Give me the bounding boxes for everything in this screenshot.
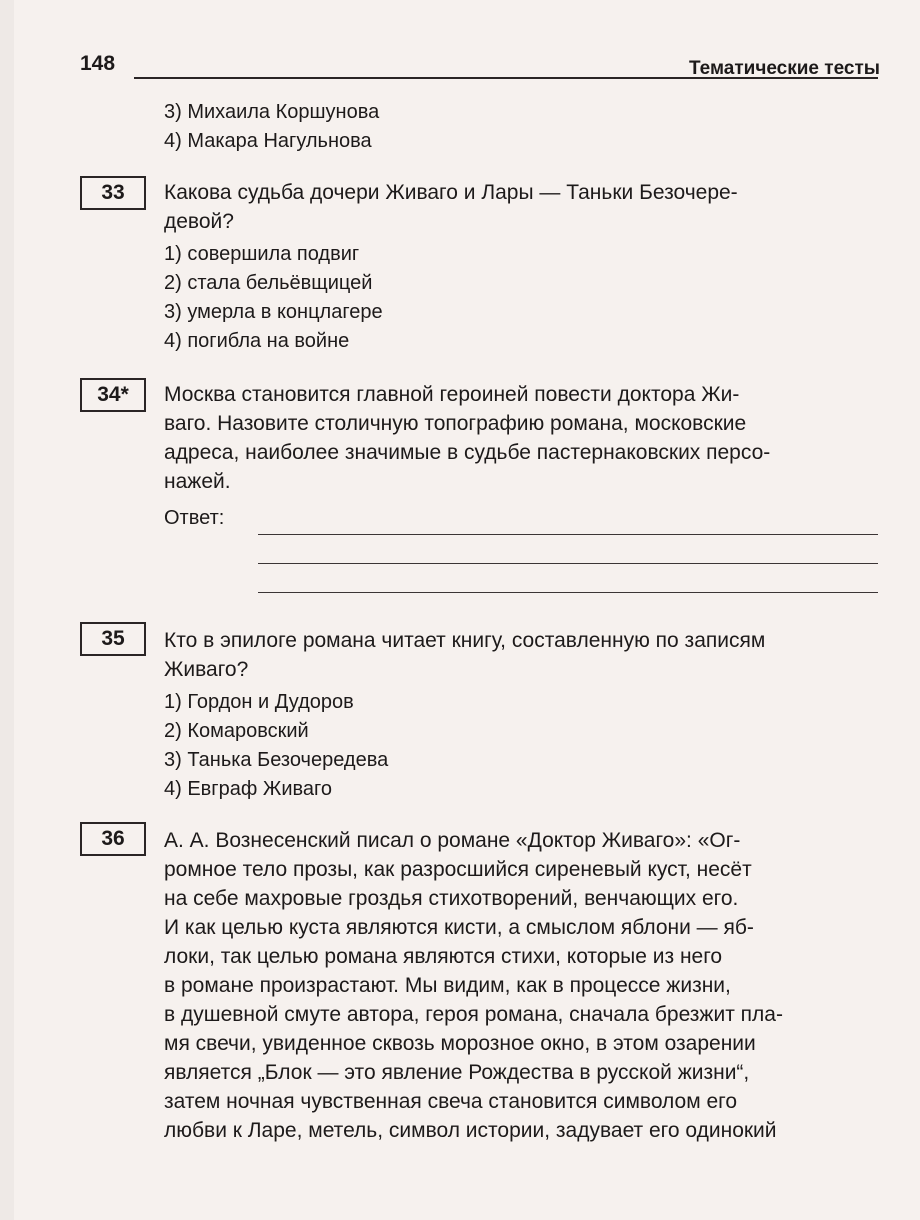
page-edge <box>0 0 14 1220</box>
text-line: Какова судьба дочери Живаго и Лары — Таньки Безочере- <box>164 181 738 204</box>
question-number-box: 36 <box>80 822 146 856</box>
question-34 <box>164 380 878 532</box>
answer-options <box>164 240 878 356</box>
text-line: затем ночная чувственная свеча становится символом его <box>164 1090 738 1113</box>
text-line: мя свечи, увиденное сквозь морозное окно, в этом озарении <box>164 1032 756 1055</box>
text-line: на себе махровые гроздья стихотворений, венчающих его. <box>164 887 739 910</box>
answer-line <box>258 534 878 535</box>
option: 4) Макара Нагульнова <box>164 130 372 152</box>
text-line: является „Блок — это явление Рождества в русской жизни“, <box>164 1061 750 1084</box>
option: 3) умерла в концлагере <box>164 301 383 323</box>
text-line: в душевной смуте автора, героя романа, сначала брезжит пла- <box>164 1003 783 1026</box>
answer-label: Ответ: <box>164 507 225 529</box>
option: 3) Танька Безочередева <box>164 749 389 771</box>
text-line: ромное тело прозы, как разросшийся сиреневый куст, несёт <box>164 858 752 881</box>
section-title: Тематические тесты <box>688 58 880 79</box>
question-text <box>164 826 878 1145</box>
question-text <box>164 626 878 684</box>
option: 2) Комаровский <box>164 720 309 742</box>
text-line: ваго. Назовите столичную топографию романа, московские <box>164 412 747 435</box>
text-line: нажей. <box>164 470 231 493</box>
text-line: любви к Ларе, метель, символ истории, задувает его одинокий <box>164 1119 777 1142</box>
text-line: в романе произрастают. Мы видим, как в процессе жизни, <box>164 974 731 997</box>
text-line: Живаго? <box>164 658 249 681</box>
question-number-box: 33 <box>80 176 146 210</box>
option: 2) стала бельёвщицей <box>164 272 373 294</box>
option: 4) Евграф Живаго <box>164 778 332 800</box>
question-number-box: 35 <box>80 622 146 656</box>
option: 4) погибла на войне <box>164 330 350 352</box>
text-line: Кто в эпилоге романа читает книгу, составленную по записям <box>164 629 766 652</box>
question-number-box: 34* <box>80 378 146 412</box>
answer-line <box>258 563 878 564</box>
question-text <box>164 178 878 236</box>
question-33 <box>164 178 878 356</box>
page-number: 148 <box>80 52 116 75</box>
text-line: адреса, наиболее значимые в судьбе пастернаковских персо- <box>164 441 771 464</box>
question-text <box>164 380 878 496</box>
question-36 <box>164 826 878 1145</box>
text-line: локи, так целью романа являются стихи, которые из него <box>164 945 723 968</box>
question-35 <box>164 626 878 804</box>
text-line: А. А. Вознесенский писал о романе «Доктор Живаго»: «Ог- <box>164 829 741 852</box>
answer-line <box>258 592 878 593</box>
option: 3) Михаила Коршунова <box>164 101 380 123</box>
text-line: Москва становится главной героиней повести доктора Жи- <box>164 383 740 406</box>
answer-options <box>164 688 878 804</box>
previous-question-options <box>164 98 379 156</box>
text-line: И как целью куста являются кисти, а смыслом яблони — яб- <box>164 916 754 939</box>
option: 1) совершила подвиг <box>164 243 360 265</box>
text-line: девой? <box>164 210 234 233</box>
option: 1) Гордон и Дудоров <box>164 691 354 713</box>
